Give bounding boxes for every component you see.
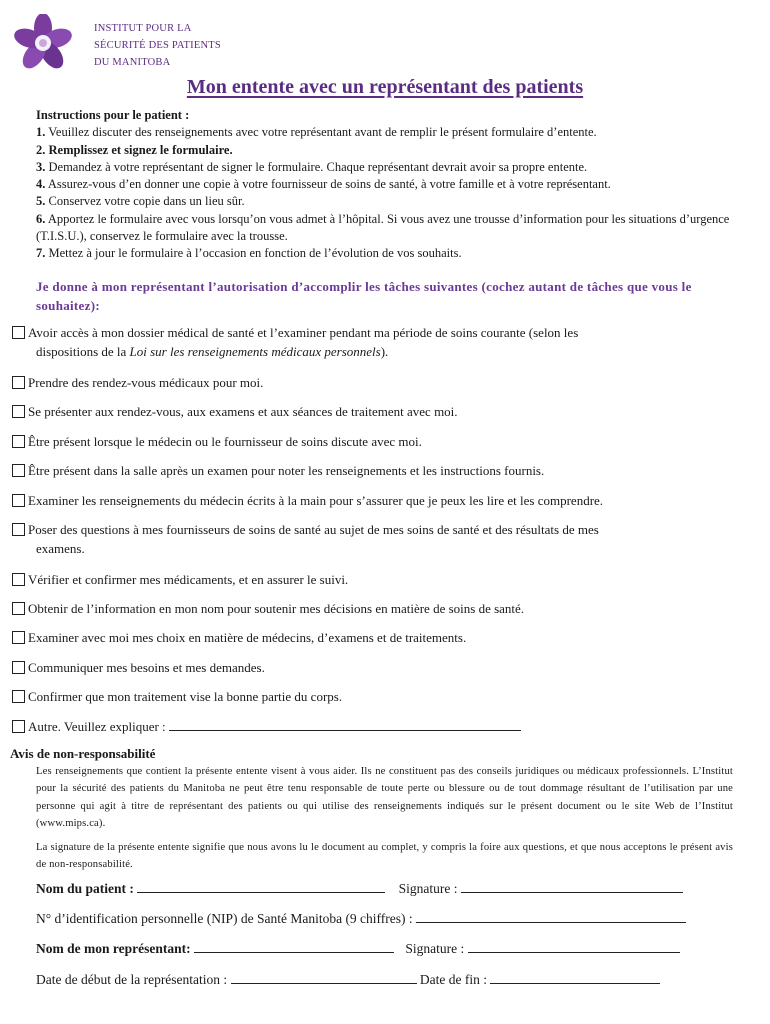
task-item: Être présent dans la salle après un examen pour noter les renseignements et les instructions fournis. bbox=[12, 461, 732, 480]
org-line-3: DU MANITOBA bbox=[94, 57, 171, 68]
task-checkbox[interactable] bbox=[12, 405, 25, 418]
disclaimer-paragraph: La signature de la présente entente signifie que nous avons lu le document au complet, y compris la foire aux questions, et que nous acceptons le présent avis de non-responsabilité. bbox=[36, 842, 733, 871]
instruction-item: 4. Assurez-vous d’en donner une copie à votre fournisseur de soins de santé, à votre famille et à votre représentant. bbox=[36, 177, 611, 192]
instructions-section bbox=[36, 107, 742, 263]
task-checkbox[interactable] bbox=[12, 326, 25, 339]
instructions-heading: Instructions pour le patient : bbox=[36, 108, 190, 122]
patient-name-row bbox=[36, 880, 683, 898]
instruction-item: 3. Demandez à votre représentant de signer le formulaire. Chaque représentant devrait avoir sa propre entente. bbox=[36, 159, 588, 174]
page-title: Mon entente avec un représentant des patients bbox=[186, 76, 584, 98]
instruction-item: 2. Remplissez et signez le formulaire. bbox=[36, 142, 233, 157]
disclaimer-title: Avis de non-responsabilité bbox=[10, 746, 156, 761]
representative-name-label: Nom de mon représentant: bbox=[36, 941, 191, 956]
task-item: Examiner les renseignements du médecin écrits à la main pour s’assurer que je peux les lire et les comprendre. bbox=[12, 491, 732, 510]
task-checkbox[interactable] bbox=[12, 494, 25, 507]
task-item: Examiner avec moi mes choix en matière de médecins, d’examens et de traitements. bbox=[12, 628, 732, 647]
task-checkbox[interactable] bbox=[12, 631, 25, 644]
representative-name-field[interactable] bbox=[194, 940, 394, 953]
task-checkbox[interactable] bbox=[12, 602, 25, 615]
organization-name bbox=[94, 20, 221, 71]
task-item: Prendre des rendez-vous médicaux pour moi. bbox=[12, 373, 732, 392]
task-item: Obtenir de l’information en mon nom pour soutenir mes décisions en matière de soins de santé. bbox=[12, 599, 732, 618]
org-line-2: SÉCURITÉ DES PATIENTS bbox=[94, 40, 221, 51]
patient-name-field[interactable] bbox=[137, 880, 385, 893]
task-item: Poser des questions à mes fournisseurs de soins de santé au sujet de mes soins de santé et des résultats de mes examens. bbox=[12, 520, 732, 558]
end-date-field[interactable] bbox=[490, 971, 660, 984]
task-checkbox[interactable] bbox=[12, 376, 25, 389]
nip-label: N° d’identification personnelle (NIP) de Santé Manitoba (9 chiffres) : bbox=[36, 911, 413, 926]
start-date-label: Date de début de la représentation : bbox=[36, 972, 228, 987]
task-checkbox[interactable] bbox=[12, 690, 25, 703]
nip-row bbox=[36, 910, 686, 928]
org-line-1: INSTITUT POUR LA bbox=[94, 23, 192, 34]
task-item: Se présenter aux rendez-vous, aux examens et aux séances de traitement avec moi. bbox=[12, 402, 732, 421]
task-item: Être présent lorsque le médecin ou le fournisseur de soins discute avec moi. bbox=[12, 432, 732, 451]
authorization-statement: Je donne à mon représentant l’autorisation d’accomplir les tâches suivantes (cochez autant de tâches que vous le souhaitez): bbox=[36, 279, 692, 313]
task-item: Autre. Veuillez expliquer : bbox=[12, 717, 732, 736]
instruction-item: 7. Mettez à jour le formulaire à l’occasion en fonction de l’évolution de vos souhaits. bbox=[36, 246, 462, 261]
signature-label: Signature : bbox=[405, 941, 465, 956]
task-item: Communiquer mes besoins et mes demandes. bbox=[12, 658, 732, 677]
task-checkbox[interactable] bbox=[12, 464, 25, 477]
task-item: Avoir accès à mon dossier médical de santé et l’examiner pendant ma période de soins courante (selon les dispositions de la Loi sur les renseignements médicaux personnels). bbox=[12, 323, 732, 361]
task-checkbox[interactable] bbox=[12, 435, 25, 448]
dates-row bbox=[36, 971, 660, 989]
purple-flower-logo-icon bbox=[12, 14, 74, 72]
task-checkbox[interactable] bbox=[12, 573, 25, 586]
end-date-label: Date de fin : bbox=[419, 972, 488, 987]
task-item: Confirmer que mon traitement vise la bonne partie du corps. bbox=[12, 687, 732, 706]
instruction-item: 1. Veuillez discuter des renseignements avec votre représentant avant de remplir le présent formulaire d’entente. bbox=[36, 125, 597, 140]
other-explanation-field[interactable] bbox=[169, 718, 521, 731]
start-date-field[interactable] bbox=[231, 971, 417, 984]
representative-signature-field[interactable] bbox=[468, 940, 680, 953]
instruction-item: 5. Conservez votre copie dans un lieu sûr. bbox=[36, 194, 245, 209]
signature-label: Signature : bbox=[398, 881, 458, 896]
patient-signature-field[interactable] bbox=[461, 880, 683, 893]
disclaimer-paragraph: Les renseignements que contient la présente entente visent à vous aider. Ils ne constituent pas des conseils juridiques ou médicaux professionnels. L’Institut pour la sécurité des patients du Manitoba ne peut être tenu responsable de toute perte ou blessure ou de tout dommage résultant de l’utilisation par une personne qui agit à titre de représentant des patients ou qui utilise des renseignements indiqués sur le présent document ou le site Web de l’Institut (www.mips.ca). bbox=[36, 766, 733, 829]
task-item: Vérifier et confirmer mes médicaments, et en assurer le suivi. bbox=[12, 570, 732, 589]
law-title: Loi sur les renseignements médicaux personnels bbox=[129, 344, 381, 359]
representative-row bbox=[36, 940, 680, 958]
patient-name-label: Nom du patient : bbox=[36, 881, 134, 896]
instruction-item: 6. Apportez le formulaire avec vous lorsqu’on vous admet à l’hôpital. Si vous avez une trousse d’information pour les situations d’urgence (T.I.S.U.), conservez le formulaire avec la trousse. bbox=[36, 211, 730, 244]
task-checkbox[interactable] bbox=[12, 661, 25, 674]
task-checkbox[interactable] bbox=[12, 523, 25, 536]
task-checkbox[interactable] bbox=[12, 720, 25, 733]
nip-field[interactable] bbox=[416, 910, 686, 923]
